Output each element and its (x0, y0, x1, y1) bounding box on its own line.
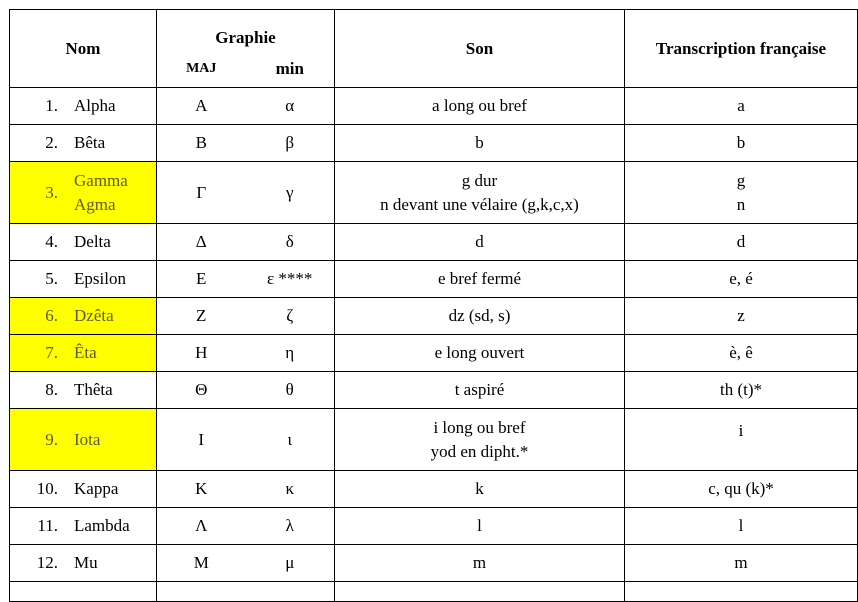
table-row (10, 224, 858, 261)
cell-nom (10, 545, 157, 582)
lowercase-letter: ε **** (267, 269, 313, 288)
cell-son (335, 409, 625, 471)
row-number: 5. (45, 269, 58, 288)
cell-son (335, 162, 625, 224)
table-row (10, 335, 858, 372)
table-row (10, 298, 858, 335)
transcription-text: th (t)* (719, 380, 763, 399)
cell-transcription (625, 545, 858, 582)
sound-text: m (472, 553, 487, 572)
row-number: 8. (45, 380, 58, 399)
lowercase-letter: γ (285, 182, 294, 202)
cell-transcription (625, 335, 858, 372)
cell-nom (10, 125, 157, 162)
header-transcription-label: Transcription française (655, 38, 827, 58)
letter-name: Kappa (74, 479, 119, 498)
cell-nom (10, 372, 157, 409)
cell-son (335, 508, 625, 545)
transcription-text: a (737, 96, 745, 115)
lowercase-letter: β (285, 133, 295, 152)
letter-name: Dzêta (74, 306, 114, 325)
header-nom-label: Nom (65, 38, 101, 58)
cell-graphie (157, 162, 335, 224)
row-number: 3. (45, 182, 58, 202)
cell-son (335, 335, 625, 372)
lowercase-letter: μ (285, 553, 295, 572)
row-number: 9. (45, 429, 58, 449)
header-transcription (625, 10, 858, 88)
transcription-text: l (738, 516, 744, 535)
sound-text: d (475, 232, 484, 251)
row-number: 4. (45, 232, 58, 251)
cell-graphie (157, 372, 335, 409)
cell-son (335, 125, 625, 162)
uppercase-letter: Μ (193, 553, 209, 572)
table-row (10, 508, 858, 545)
transcription-text: è, ê (729, 343, 753, 362)
table-row (10, 162, 858, 224)
cell-nom (10, 409, 157, 471)
letter-name: Epsilon (74, 269, 126, 288)
transcription-text: e, é (729, 269, 753, 288)
cell-son (335, 545, 625, 582)
sound-text-alt: n devant une vélaire (g,k,c,x) (380, 194, 579, 214)
uppercase-letter: Γ (196, 182, 207, 202)
transcription-text: c, qu (k)* (708, 479, 774, 498)
cell-son (335, 298, 625, 335)
lowercase-letter: κ (285, 479, 295, 498)
lowercase-letter: ι (287, 429, 293, 449)
sound-text: i long ou bref (433, 417, 526, 437)
sound-text: e long ouvert (434, 343, 525, 362)
header-maj-label: MAJ (186, 60, 217, 76)
cell-transcription (625, 224, 858, 261)
row-number: 10. (36, 479, 58, 498)
cell-son (335, 261, 625, 298)
letter-name: Thêta (74, 380, 113, 399)
sound-text: e bref fermé (437, 269, 522, 288)
lowercase-letter: δ (285, 232, 294, 251)
sound-text: l (477, 516, 482, 535)
sound-text: g dur (461, 170, 498, 190)
cell-nom (10, 224, 157, 261)
cell-graphie (157, 508, 335, 545)
table-row (10, 261, 858, 298)
greek-alphabet-table (9, 9, 858, 602)
cell-graphie (157, 471, 335, 508)
cell-transcription (625, 409, 858, 471)
table-row (10, 545, 858, 582)
uppercase-letter: Ι (198, 429, 205, 449)
cell-graphie (157, 298, 335, 335)
cell-transcription (625, 125, 858, 162)
letter-name: Mu (74, 553, 98, 572)
table-row (10, 88, 858, 125)
uppercase-letter: Κ (195, 479, 208, 498)
cell-nom (10, 508, 157, 545)
row-number: 2. (45, 133, 58, 152)
row-number: 1. (45, 96, 58, 115)
uppercase-letter: Β (195, 133, 207, 152)
letter-name-alt: Agma (74, 194, 116, 214)
cell-transcription (625, 88, 858, 125)
cell-nom (10, 261, 157, 298)
letter-name: Iota (74, 429, 101, 449)
transcription-text-alt: n (736, 194, 746, 214)
cell-graphie (157, 224, 335, 261)
cell-transcription (625, 162, 858, 224)
cell-nom (10, 471, 157, 508)
cell-graphie (157, 335, 335, 372)
header-min-label: min (275, 58, 304, 78)
header-graphie-label: Graphie (215, 28, 276, 47)
lowercase-letter: ζ (286, 306, 294, 325)
transcription-text: i (738, 421, 744, 440)
cell-son (335, 224, 625, 261)
uppercase-letter: Θ (195, 380, 208, 399)
uppercase-letter: Ζ (196, 306, 207, 325)
letter-name: Êta (74, 343, 97, 362)
header-son (335, 10, 625, 88)
cell-nom (10, 335, 157, 372)
row-number: 11. (37, 516, 58, 535)
cell-nom (10, 162, 157, 224)
header-nom (10, 10, 157, 88)
table-row (10, 471, 858, 508)
lowercase-letter: λ (285, 516, 294, 535)
letter-name: Delta (74, 232, 111, 251)
sound-text-alt: yod en dipht.* (430, 441, 529, 461)
letter-name: Bêta (74, 133, 106, 152)
uppercase-letter: Ε (196, 269, 207, 288)
uppercase-letter: Η (195, 343, 208, 362)
cell-nom (10, 298, 157, 335)
header-graphie (157, 10, 335, 51)
table-row (10, 409, 858, 471)
uppercase-letter: Λ (195, 516, 208, 535)
sound-text: dz (sd, s) (448, 306, 511, 325)
transcription-text: b (736, 133, 746, 152)
cell-transcription (625, 508, 858, 545)
transcription-text: d (736, 232, 746, 251)
cell-transcription (625, 298, 858, 335)
cell-transcription (625, 471, 858, 508)
row-number: 7. (45, 343, 58, 362)
transcription-text: m (734, 553, 748, 572)
lowercase-letter: α (285, 96, 295, 115)
header-graphie-sub (157, 50, 335, 88)
letter-name: Alpha (74, 96, 116, 115)
cell-transcription (625, 372, 858, 409)
cell-graphie (157, 545, 335, 582)
letter-name: Lambda (74, 516, 130, 535)
row-number: 12. (36, 553, 58, 572)
letter-name: Gamma (74, 170, 128, 190)
header-row (10, 10, 858, 51)
cell-transcription (625, 261, 858, 298)
cell-son (335, 88, 625, 125)
cell-graphie (157, 261, 335, 298)
cell-son (335, 471, 625, 508)
lowercase-letter: η (285, 343, 295, 362)
header-son-label: Son (465, 38, 494, 58)
cell-graphie (157, 409, 335, 471)
sound-text: b (475, 133, 484, 152)
sound-text: k (475, 479, 484, 498)
cell-nom (10, 88, 157, 125)
cell-graphie (157, 125, 335, 162)
sound-text: t aspiré (454, 380, 505, 399)
transcription-text: z (737, 306, 745, 325)
cell-son (335, 372, 625, 409)
table-row (10, 125, 858, 162)
transcription-text: g (736, 170, 746, 190)
sound-text: a long ou bref (432, 96, 527, 115)
row-number: 6. (45, 306, 58, 325)
lowercase-letter: θ (285, 380, 294, 399)
table-row (10, 372, 858, 409)
cell-graphie (157, 88, 335, 125)
uppercase-letter: Δ (195, 232, 207, 251)
uppercase-letter: Α (195, 96, 208, 115)
